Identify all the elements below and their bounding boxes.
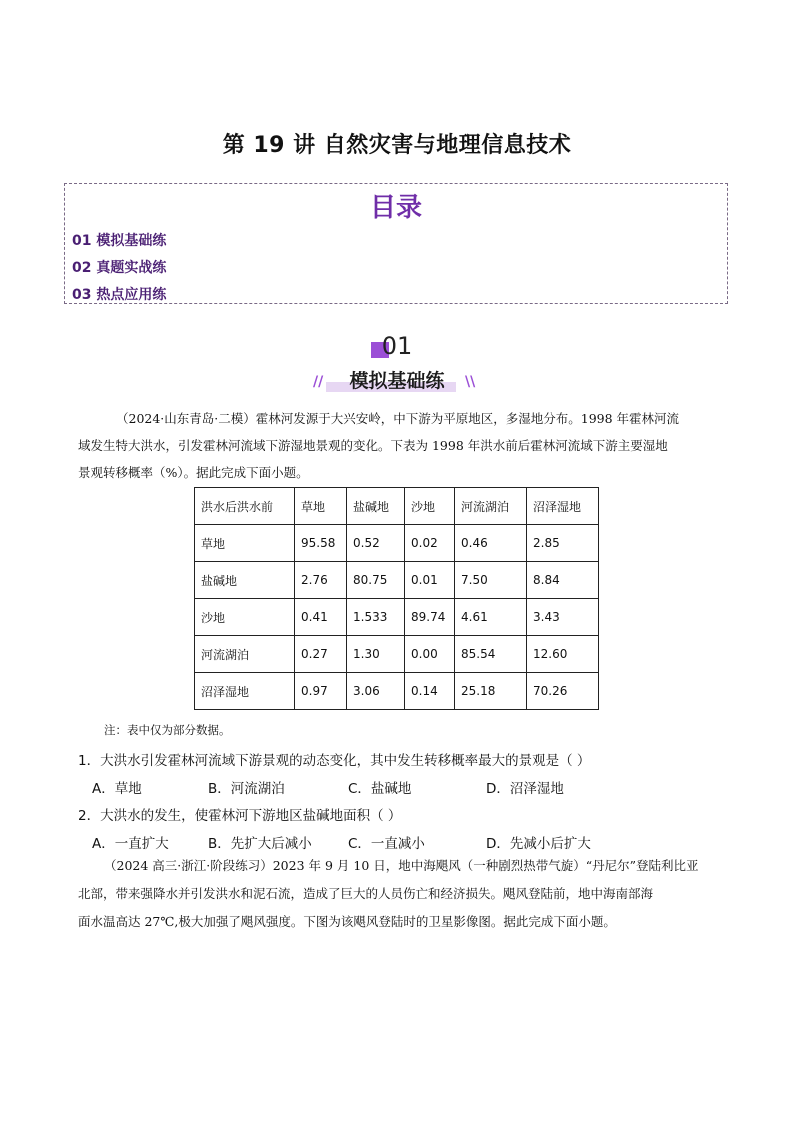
intro-line: 域发生特大洪水，引发霍林河流域下游湿地景观的变化。下表为 1998 年洪水前后霍林河流域下游主要湿地 <box>78 438 668 453</box>
table-cell: 0.14 <box>405 673 455 710</box>
question-stem: 1．大洪水引发霍林河流域下游景观的动态变化，其中发生转移概率最大的景观是（ ） <box>78 753 591 769</box>
answer-option[interactable]: A．一直扩大 <box>92 836 169 852</box>
table-cell: 0.00 <box>405 636 455 673</box>
intro-line: 北部，带来强降水并引发洪水和泥石流，造成了巨大的人员伤亡和经济损失。飓风登陆前，地中海南部海 <box>78 886 654 901</box>
toc-heading: 目录 <box>369 193 422 223</box>
slash-decoration-right: \\ <box>465 374 476 390</box>
table-cell: 7.50 <box>455 562 527 599</box>
table-cell: 沙地 <box>195 599 295 636</box>
answer-option[interactable]: B．河流湖泊 <box>208 781 285 797</box>
table-cell: 草地 <box>195 525 295 562</box>
table-cell: 12.60 <box>527 636 599 673</box>
answer-option[interactable]: C．盐碱地 <box>348 781 412 797</box>
table-cell: 89.74 <box>405 599 455 636</box>
table-header-cell: 沙地 <box>405 488 455 525</box>
answer-option[interactable]: B．先扩大后减小 <box>208 836 312 852</box>
intro-line: （2024 高三·浙江·阶段练习）2023 年 9 月 10 日，地中海飓风（一种剧烈热带气旋）“丹尼尔”登陆利比亚 <box>104 858 699 873</box>
table-header-cell: 沼泽湿地 <box>527 488 599 525</box>
table-cell: 河流湖泊 <box>195 636 295 673</box>
table-cell: 85.54 <box>455 636 527 673</box>
toc-item[interactable]: 01 模拟基础练 <box>72 233 167 249</box>
table-cell: 盐碱地 <box>195 562 295 599</box>
table-cell: 3.06 <box>347 673 405 710</box>
table-of-contents <box>64 183 728 304</box>
table-cell: 0.41 <box>295 599 347 636</box>
answer-option[interactable]: D．先减小后扩大 <box>486 836 591 852</box>
table-note: 注：表中仅为部分数据。 <box>104 723 231 737</box>
answer-option[interactable]: A．草地 <box>92 781 142 797</box>
table-header-cell: 盐碱地 <box>347 488 405 525</box>
table-row <box>195 525 599 562</box>
table-cell: 4.61 <box>455 599 527 636</box>
answer-option[interactable]: C．一直减小 <box>348 836 425 852</box>
table-row <box>195 599 599 636</box>
table-header-row <box>195 488 599 525</box>
intro-line: （2024·山东青岛·二模）霍林河发源于大兴安岭，中下游为平原地区，多湿地分布。1998 年霍林河流 <box>116 411 680 426</box>
table-cell: 3.43 <box>527 599 599 636</box>
table-cell: 70.26 <box>527 673 599 710</box>
table-cell: 0.01 <box>405 562 455 599</box>
table-cell: 2.76 <box>295 562 347 599</box>
table-row <box>195 562 599 599</box>
toc-item[interactable]: 03 热点应用练 <box>72 287 167 303</box>
slash-decoration-left: // <box>313 374 324 390</box>
intro-line: 面水温高达 27℃,极大加强了飓风强度。下图为该飓风登陆时的卫星影像图。据此完成下面小题。 <box>78 914 616 929</box>
table-cell: 1.30 <box>347 636 405 673</box>
table-cell: 0.97 <box>295 673 347 710</box>
intro-line: 景观转移概率（%）。据此完成下面小题。 <box>78 465 309 480</box>
transition-probability-table <box>194 487 599 710</box>
table-header-cell: 洪水后洪水前 <box>195 488 295 525</box>
table-cell: 2.85 <box>527 525 599 562</box>
table-cell: 0.52 <box>347 525 405 562</box>
table-header-cell: 河流湖泊 <box>455 488 527 525</box>
table-cell: 0.02 <box>405 525 455 562</box>
section-number: 01 <box>381 332 413 360</box>
table-header-cell: 草地 <box>295 488 347 525</box>
table-cell: 8.84 <box>527 562 599 599</box>
table-cell: 25.18 <box>455 673 527 710</box>
table-cell: 0.27 <box>295 636 347 673</box>
table-cell: 95.58 <box>295 525 347 562</box>
table-cell: 沼泽湿地 <box>195 673 295 710</box>
table-cell: 80.75 <box>347 562 405 599</box>
table-row <box>195 636 599 673</box>
section-title: 模拟基础练 <box>349 370 445 392</box>
question-stem: 2．大洪水的发生，使霍林河下游地区盐碱地面积（ ） <box>78 808 402 824</box>
page-title: 第 19 讲 自然灾害与地理信息技术 <box>222 133 572 158</box>
table-cell: 1.533 <box>347 599 405 636</box>
table-cell: 0.46 <box>455 525 527 562</box>
answer-option[interactable]: D．沼泽湿地 <box>486 781 564 797</box>
toc-item[interactable]: 02 真题实战练 <box>72 260 167 276</box>
table-row <box>195 673 599 710</box>
